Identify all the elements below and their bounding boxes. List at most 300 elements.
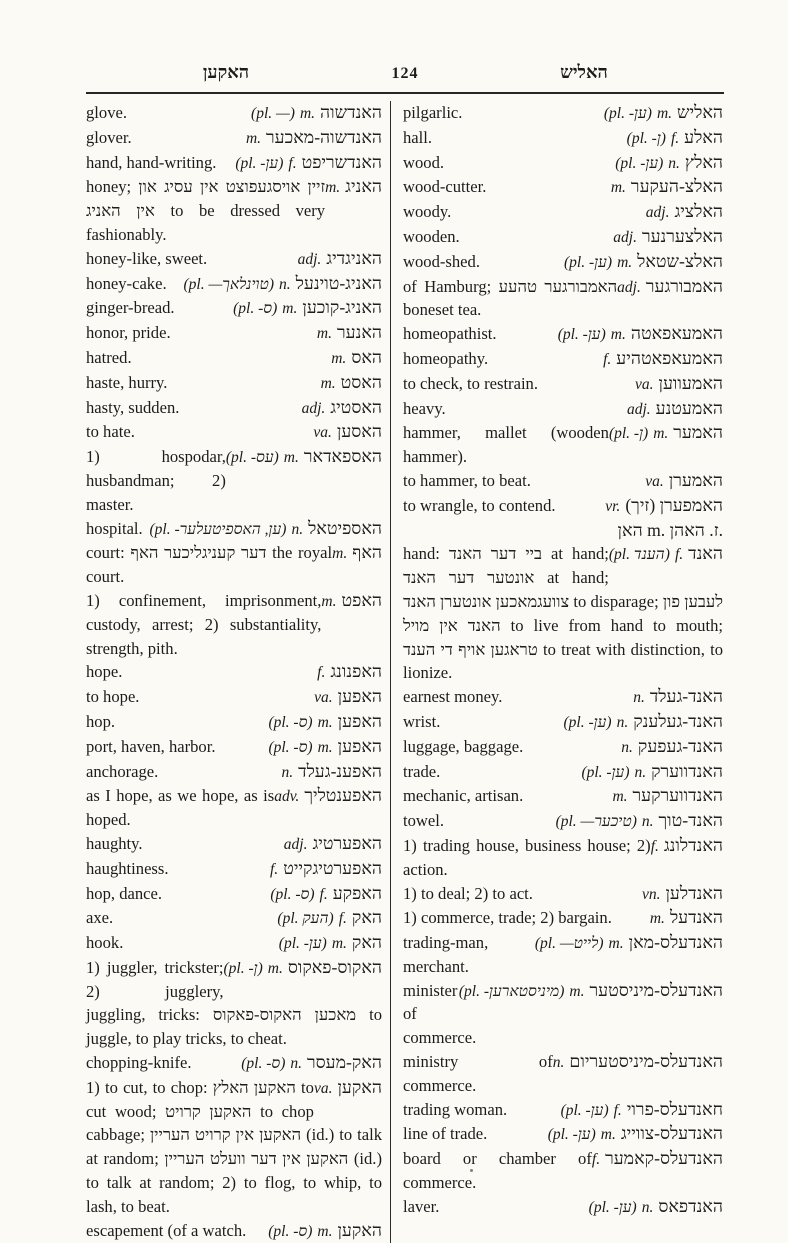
- dictionary-entry: [403, 1050, 723, 1098]
- part-of-speech: m.: [649, 910, 665, 928]
- dictionary-entry: [403, 882, 723, 907]
- left-guide-word: האקען: [202, 62, 250, 82]
- dictionary-entry: [403, 175, 723, 200]
- yiddish-headword: האלצערנער: [641, 225, 723, 246]
- part-of-speech: m.: [600, 1126, 616, 1144]
- headword-group: [627, 397, 723, 422]
- english-definition: to hope.: [86, 687, 140, 707]
- part-of-speech: m.: [332, 545, 348, 563]
- english-definition: pilgarlic.: [403, 103, 463, 122]
- english-definition: hasty, sudden.: [86, 397, 180, 417]
- part-of-speech: n.: [279, 275, 291, 293]
- english-definition: luggage, baggage.: [403, 736, 524, 756]
- headword-group: [612, 784, 723, 809]
- headword-group: [548, 1122, 723, 1147]
- yiddish-headword: האמער: [673, 422, 723, 443]
- part-of-speech: n.: [281, 763, 294, 781]
- yiddish-headword: האמעאפאטהיע: [616, 347, 723, 368]
- headword-group: [314, 1076, 382, 1101]
- yiddish-headword: האקען: [337, 1076, 382, 1097]
- yiddish-headword: האנדעלס-מיניסטעריום: [569, 1051, 723, 1072]
- english-definition: 1) juggler, trickster; 2) jugglery, juggling, tricks: מאכען האקוס-פאקוס to juggle, to play tricks, to cheat.: [86, 957, 382, 1049]
- plural-form: (pl. -ען): [560, 1101, 609, 1119]
- plural-form: (pl. -ס): [268, 713, 313, 731]
- part-of-speech: n.: [668, 154, 680, 172]
- part-of-speech: n.: [621, 738, 633, 756]
- english-definition: hand: ביי דער האנד at hand; אונטער דער האנד at hand; צוועגמאכען אונטערן האנד to disparage; לעבען פון האנד אין מויל to live from hand to mouth; טראגען אויף די הענד to treat with distinction, to lionize.: [403, 544, 723, 683]
- english-definition: hatred.: [86, 347, 132, 367]
- english-definition: hook.: [86, 933, 124, 953]
- english-definition: court: דער קעניגליכער האף the royal court.: [86, 543, 333, 587]
- dictionary-entry: [403, 397, 723, 422]
- english-definition: wood-cutter.: [403, 177, 487, 197]
- english-definition: hop, dance.: [86, 883, 163, 903]
- dictionary-entry: [86, 247, 382, 272]
- english-definition: hand, hand-writing.: [86, 152, 217, 172]
- plural-form: (pl. -ען): [563, 713, 612, 731]
- yiddish-headword: האנדלונג: [663, 834, 723, 855]
- yiddish-headword: האנדשוה: [320, 102, 382, 122]
- yiddish-headword: האפט: [341, 589, 382, 610]
- part-of-speech: adj.: [301, 399, 326, 417]
- part-of-speech: vn.: [641, 885, 661, 903]
- headword-group: [459, 979, 723, 1004]
- part-of-speech: m.: [283, 449, 299, 467]
- english-definition: wrist.: [403, 711, 441, 731]
- headword-group: [611, 175, 723, 200]
- part-of-speech: f.: [674, 546, 684, 564]
- english-definition: line of trade.: [403, 1124, 488, 1144]
- part-of-speech: f.: [270, 860, 279, 878]
- dictionary-entry: [403, 809, 723, 834]
- part-of-speech: f.: [288, 154, 297, 172]
- headword-group: [613, 225, 723, 250]
- yiddish-headword: האספאדאר: [303, 446, 382, 467]
- english-definition: wood-shed.: [403, 251, 480, 271]
- headword-group: [270, 882, 382, 907]
- part-of-speech: va.: [313, 424, 332, 442]
- english-definition: as I hope, as we hope, as is hoped.: [86, 786, 275, 830]
- yiddish-headword: האנדווערק: [651, 760, 723, 781]
- english-definition: 1) to cut, to chop: האקען האלץ to cut wood; האקען קרויט to chop cabbage; האקען אין קרויט העריין (id.) to talk at random; האקען אין דער וועלט העריין (id.) to talk at random; 2) to flog, to whip, to lash, to beat.: [86, 1077, 383, 1216]
- english-definition: trading woman.: [403, 1099, 508, 1119]
- yiddish-headword: האניגדיג: [326, 247, 382, 268]
- part-of-speech: m.: [282, 300, 298, 318]
- plural-form: (pl. -ען): [564, 253, 613, 271]
- dictionary-entry: [403, 931, 723, 979]
- part-of-speech: va.: [314, 689, 333, 707]
- dictionary-entry: [403, 250, 723, 275]
- english-definition: board or chamber of commerce.: [403, 1149, 592, 1193]
- yiddish-headword: האנדעל: [669, 907, 723, 928]
- part-of-speech: adj.: [283, 835, 308, 853]
- headword-group: [313, 420, 382, 445]
- plural-form: (pl. -ן): [223, 959, 263, 977]
- yiddish-headword: האפקע: [332, 882, 382, 903]
- headword-group: [535, 931, 723, 956]
- dictionary-entry: [403, 735, 723, 760]
- plural-form: (pl. -ען): [588, 1198, 637, 1216]
- yiddish-headword: האליש: [677, 102, 723, 122]
- english-definition: hope.: [86, 662, 123, 682]
- dictionary-entry: [403, 760, 723, 785]
- dictionary-entry: [86, 420, 382, 445]
- part-of-speech: adj.: [645, 204, 670, 222]
- yiddish-headword: האק: [351, 907, 382, 928]
- yiddish-headword: האנד-טוך: [658, 810, 723, 831]
- headword-group: [609, 421, 723, 446]
- headword-group: [581, 760, 723, 785]
- part-of-speech: m.: [325, 179, 341, 197]
- english-definition: honey-cake.: [86, 273, 167, 293]
- part-of-speech: n.: [552, 1054, 565, 1072]
- english-definition: to wrangle, to contend.: [403, 495, 556, 515]
- plural-form: (pl. -מיניסטארען): [458, 982, 565, 1000]
- right-guide-word: האליש: [560, 62, 608, 82]
- plural-form: (pl. —טיכער): [555, 813, 637, 831]
- english-definition: honey-like, sweet.: [86, 248, 208, 268]
- headword-group: [605, 494, 723, 519]
- dictionary-entry: [403, 469, 723, 494]
- headword-group: [553, 1050, 723, 1075]
- yiddish-headword: האספיטאל: [308, 517, 382, 538]
- left-column: [86, 101, 390, 1243]
- part-of-speech: adj.: [297, 250, 322, 268]
- dictionary-entry: [86, 346, 382, 371]
- headword-group: [618, 519, 723, 543]
- dictionary-entry: [86, 882, 382, 907]
- dictionary-entry: [403, 101, 723, 126]
- dictionary-entry: [86, 589, 382, 660]
- headword-group: [317, 321, 382, 346]
- yiddish-headword: האלצ-העקער: [630, 176, 723, 197]
- headword-group: [621, 735, 723, 760]
- yiddish-headword: האמפערן (זיך): [625, 494, 723, 515]
- dictionary-entry: [86, 660, 382, 685]
- dictionary-entry: [403, 151, 723, 176]
- dictionary-entry: [403, 494, 723, 519]
- part-of-speech: n.: [641, 813, 654, 831]
- part-of-speech: m.: [245, 129, 262, 147]
- part-of-speech: n.: [641, 1198, 654, 1216]
- dictionary-entry: [86, 710, 382, 735]
- english-definition: laver.: [403, 1196, 440, 1216]
- part-of-speech: m.: [653, 425, 669, 443]
- part-of-speech: m.: [317, 713, 333, 731]
- part-of-speech: adv.: [274, 788, 300, 806]
- headword-group: [298, 247, 382, 272]
- headword-group: [325, 175, 382, 200]
- yiddish-headword: האמעאפאטה: [630, 323, 723, 344]
- headword-group: [274, 784, 382, 809]
- headword-group: [331, 346, 382, 371]
- part-of-speech: f.: [591, 1151, 601, 1169]
- yiddish-headword: האקען: [337, 1219, 382, 1240]
- plural-form: (pl. העק): [277, 910, 334, 928]
- headword-group: [617, 275, 723, 300]
- yiddish-headword: האפערטיגקייט: [283, 857, 382, 878]
- dictionary-entry: [403, 322, 723, 347]
- english-definition: 1) trading house, business house; 2) action.: [403, 835, 651, 879]
- yiddish-headword: האניג-טוינעל: [295, 272, 382, 293]
- headword-group: [233, 296, 382, 321]
- part-of-speech: m.: [331, 935, 347, 953]
- yiddish-headword: האנער: [337, 322, 382, 343]
- english-definition: wood.: [403, 152, 445, 172]
- dictionary-entry: [403, 126, 723, 151]
- plural-form: (pl. -ען): [581, 763, 630, 781]
- english-definition: heavy.: [403, 398, 446, 418]
- headword-group: [235, 151, 382, 176]
- yiddish-headword: האנד-געלענק: [633, 710, 723, 731]
- plural-form: (pl. -ען): [615, 154, 664, 172]
- yiddish-headword: האנד-געפעק: [637, 735, 723, 756]
- english-definition: 1) hospodar, husbandman; 2) master.: [86, 447, 226, 514]
- dictionary-entry: [86, 101, 382, 126]
- dictionary-entry: [86, 685, 382, 710]
- headword-group: [633, 685, 723, 710]
- english-definition: 1) commerce, trade; 2) bargain.: [403, 908, 612, 928]
- headword-group: [558, 322, 723, 347]
- plural-form: (pl. הענד): [608, 546, 670, 564]
- yiddish-headword: האנדווערקער: [632, 785, 723, 806]
- plural-form: (pl. -ס): [270, 885, 315, 903]
- yiddish-headword: האק-מעסר: [307, 1052, 382, 1073]
- part-of-speech: m.: [610, 326, 626, 344]
- english-definition: hammer, mallet (wooden hammer).: [403, 423, 609, 467]
- dictionary-entry: [86, 857, 382, 882]
- yiddish-headword: האנד-געלד: [649, 686, 723, 707]
- english-definition: port, haven, harbor.: [86, 736, 216, 756]
- yiddish-headword: האק: [351, 932, 382, 953]
- part-of-speech: f.: [650, 837, 659, 855]
- plural-form: (pl. -ען): [235, 154, 284, 172]
- yiddish-headword: האפענטליך: [304, 785, 382, 806]
- dictionary-entry: [86, 1219, 382, 1243]
- yiddish-headword: האנדלען: [665, 882, 723, 903]
- dictionary-entry: [86, 1051, 382, 1076]
- part-of-speech: m.: [656, 105, 673, 122]
- english-definition: woody.: [403, 202, 452, 222]
- headword-group: [642, 882, 723, 907]
- part-of-speech: n.: [616, 713, 629, 731]
- plural-form: (pl. -ען): [557, 326, 606, 344]
- yiddish-headword: האנד: [688, 543, 723, 564]
- part-of-speech: n.: [291, 520, 304, 538]
- plural-form: (pl. -ס): [268, 1222, 313, 1240]
- dictionary-entry: [403, 200, 723, 225]
- plural-form: (pl. -ען): [547, 1126, 596, 1144]
- plural-form: (pl. —טוינלאך): [183, 275, 275, 293]
- dictionary-entry: [86, 151, 382, 176]
- plural-form: (pl. -ן): [626, 129, 666, 147]
- english-definition: glover.: [86, 127, 132, 147]
- part-of-speech: n.: [290, 1055, 302, 1073]
- dictionary-entry: [403, 542, 723, 685]
- headword-group: [226, 445, 382, 470]
- yiddish-headword: האנדשוה-מאכער: [266, 126, 382, 147]
- yiddish-headword: האנדעלס-צווייג: [620, 1123, 723, 1144]
- dictionary-entry: [403, 225, 723, 250]
- headword-group: [556, 809, 723, 834]
- english-definition: haste, hurry.: [86, 372, 168, 392]
- part-of-speech: vr.: [605, 497, 621, 515]
- plural-form: (pl. —): [251, 105, 295, 122]
- english-definition: haughty.: [86, 833, 143, 853]
- dictionary-entry: [86, 396, 382, 421]
- headword-group: [251, 101, 382, 126]
- headword-group: [270, 857, 382, 882]
- dictionary-entry: [86, 445, 382, 516]
- english-definition: earnest money.: [403, 687, 503, 707]
- plural-form: (pl. -ס): [268, 738, 313, 756]
- headword-group: [561, 1098, 723, 1123]
- yiddish-headword: האף: [352, 542, 382, 563]
- yiddish-headword: האנדשריפט: [301, 151, 382, 172]
- yiddish-headword: האסען: [336, 421, 382, 442]
- dictionary-entry: [403, 1195, 723, 1220]
- headword-group: [564, 250, 723, 275]
- yiddish-headword: האפענ-געלד: [298, 760, 382, 781]
- running-header: [86, 62, 724, 83]
- english-definition: honor, pride.: [86, 323, 171, 343]
- plural-form: (pl. -ס): [241, 1055, 286, 1073]
- headword-group: [241, 1051, 382, 1076]
- part-of-speech: m.: [612, 788, 628, 806]
- english-definition: hall.: [403, 127, 433, 147]
- yiddish-headword: האניג-קוכען: [302, 297, 382, 318]
- english-definition: 1) to deal; 2) to act.: [403, 883, 533, 903]
- part-of-speech: m.: [317, 1222, 333, 1240]
- plural-form: (pl. —לייט): [534, 935, 604, 953]
- dictionary-entry: [403, 421, 723, 469]
- yiddish-headword: האקוס-פאקוס: [287, 956, 382, 977]
- english-definition: haughtiness.: [86, 858, 169, 878]
- part-of-speech: f.: [338, 910, 347, 928]
- part-of-speech: m.: [299, 105, 316, 122]
- headword-group: [589, 1195, 723, 1220]
- english-definition: to check, to restrain.: [403, 373, 539, 393]
- yiddish-headword: האניג: [345, 176, 382, 197]
- headword-group: [277, 906, 382, 931]
- dictionary-entry: [403, 685, 723, 710]
- dictionary-entry: [403, 710, 723, 735]
- headword-group: [609, 542, 723, 567]
- headword-group: [332, 541, 382, 566]
- english-definition: hospital.: [86, 518, 143, 538]
- part-of-speech: m.: [320, 374, 336, 392]
- yiddish-headword: האמעווען: [658, 372, 723, 393]
- headword-group: [604, 101, 723, 126]
- part-of-speech: f.: [670, 129, 680, 147]
- yiddish-headword: האנדעלס-מיניסטער: [589, 979, 723, 1000]
- yiddish-headword: האנדעלס-מאן: [628, 932, 723, 953]
- headword-group: [321, 589, 382, 614]
- english-definition: minister of commerce.: [403, 980, 477, 1048]
- english-definition: trading-man, merchant.: [403, 933, 489, 976]
- part-of-speech: m.: [617, 253, 633, 271]
- english-definition: homeopathist.: [403, 324, 497, 344]
- english-definition: mechanic, artisan.: [403, 786, 524, 806]
- english-definition: towel.: [403, 811, 445, 831]
- yiddish-headword: האפען: [337, 686, 382, 707]
- yiddish-headword: האמבורגער: [645, 275, 723, 296]
- yiddish-headword: האס: [351, 346, 382, 367]
- headword-group: [149, 517, 382, 542]
- yiddish-headword: האנדעלס-קאמער: [605, 1148, 723, 1169]
- part-of-speech: n.: [633, 689, 645, 707]
- english-definition: of Hamburg; האמבורגער טהעע boneset tea.: [403, 276, 618, 320]
- yiddish-headword: האלע: [684, 126, 723, 147]
- dictionary-entry: [403, 834, 723, 882]
- headword-group: [564, 710, 723, 735]
- dictionary-entry: [403, 372, 723, 397]
- dictionary-entry: [403, 1147, 723, 1195]
- part-of-speech: m.: [569, 982, 585, 1000]
- dictionary-entry: [86, 175, 382, 246]
- headword-group: [603, 347, 723, 372]
- dictionary-entry: [403, 347, 723, 372]
- yiddish-headword: חאנדעלס-פרוי: [626, 1098, 723, 1119]
- dictionary-entry: [86, 760, 382, 785]
- part-of-speech: f.: [603, 350, 612, 368]
- dictionary-entry: [86, 931, 382, 956]
- english-definition: escapement (of a watch.: [86, 1220, 247, 1240]
- english-definition: homeopathy.: [403, 348, 489, 368]
- part-of-speech: m.: [316, 325, 332, 343]
- headword-group: [651, 834, 723, 859]
- headword-group: [646, 200, 723, 225]
- part-of-speech: m.: [321, 592, 337, 610]
- headword-group: [284, 832, 382, 857]
- headword-group: [314, 685, 382, 710]
- dictionary-entry: [86, 371, 382, 396]
- scan-artifact-dot: [470, 1169, 473, 1172]
- part-of-speech: adj.: [626, 400, 651, 418]
- dictionary-entry: [86, 517, 382, 542]
- english-definition: anchorage.: [86, 761, 159, 781]
- dictionary-entry: [403, 784, 723, 809]
- english-definition: trade.: [403, 761, 441, 781]
- plural-form: (pl. -ען): [278, 935, 327, 953]
- yiddish-headword: האנדפאס: [658, 1195, 723, 1216]
- english-definition: ginger-bread.: [86, 298, 175, 318]
- headword-group: [635, 372, 723, 397]
- plural-form: (pl. -ן): [608, 425, 649, 443]
- headword-group: [281, 760, 382, 785]
- part-of-speech: f.: [319, 885, 328, 903]
- dictionary-entry: [403, 1098, 723, 1123]
- part-of-speech: adj.: [613, 228, 637, 246]
- headword-group: [246, 126, 382, 151]
- dictionary-entry: [86, 296, 382, 321]
- page-number: 124: [391, 65, 419, 82]
- headword-group: [627, 126, 723, 151]
- headword-group: [268, 735, 382, 760]
- yiddish-headword: האמערן: [668, 469, 723, 490]
- yiddish-headword: האסט: [340, 371, 382, 392]
- headword-group: [650, 906, 723, 931]
- headword-group: [184, 272, 382, 297]
- yiddish-headword: האלציג: [674, 201, 723, 222]
- dictionary-entry: [86, 832, 382, 857]
- dictionary-entry: [86, 956, 382, 1051]
- part-of-speech: va.: [634, 375, 654, 393]
- plural-form: (pl. -ס): [233, 300, 278, 318]
- dictionary-entry: [86, 906, 382, 931]
- dictionary-columns: [86, 101, 724, 1243]
- english-definition: hop.: [86, 711, 116, 731]
